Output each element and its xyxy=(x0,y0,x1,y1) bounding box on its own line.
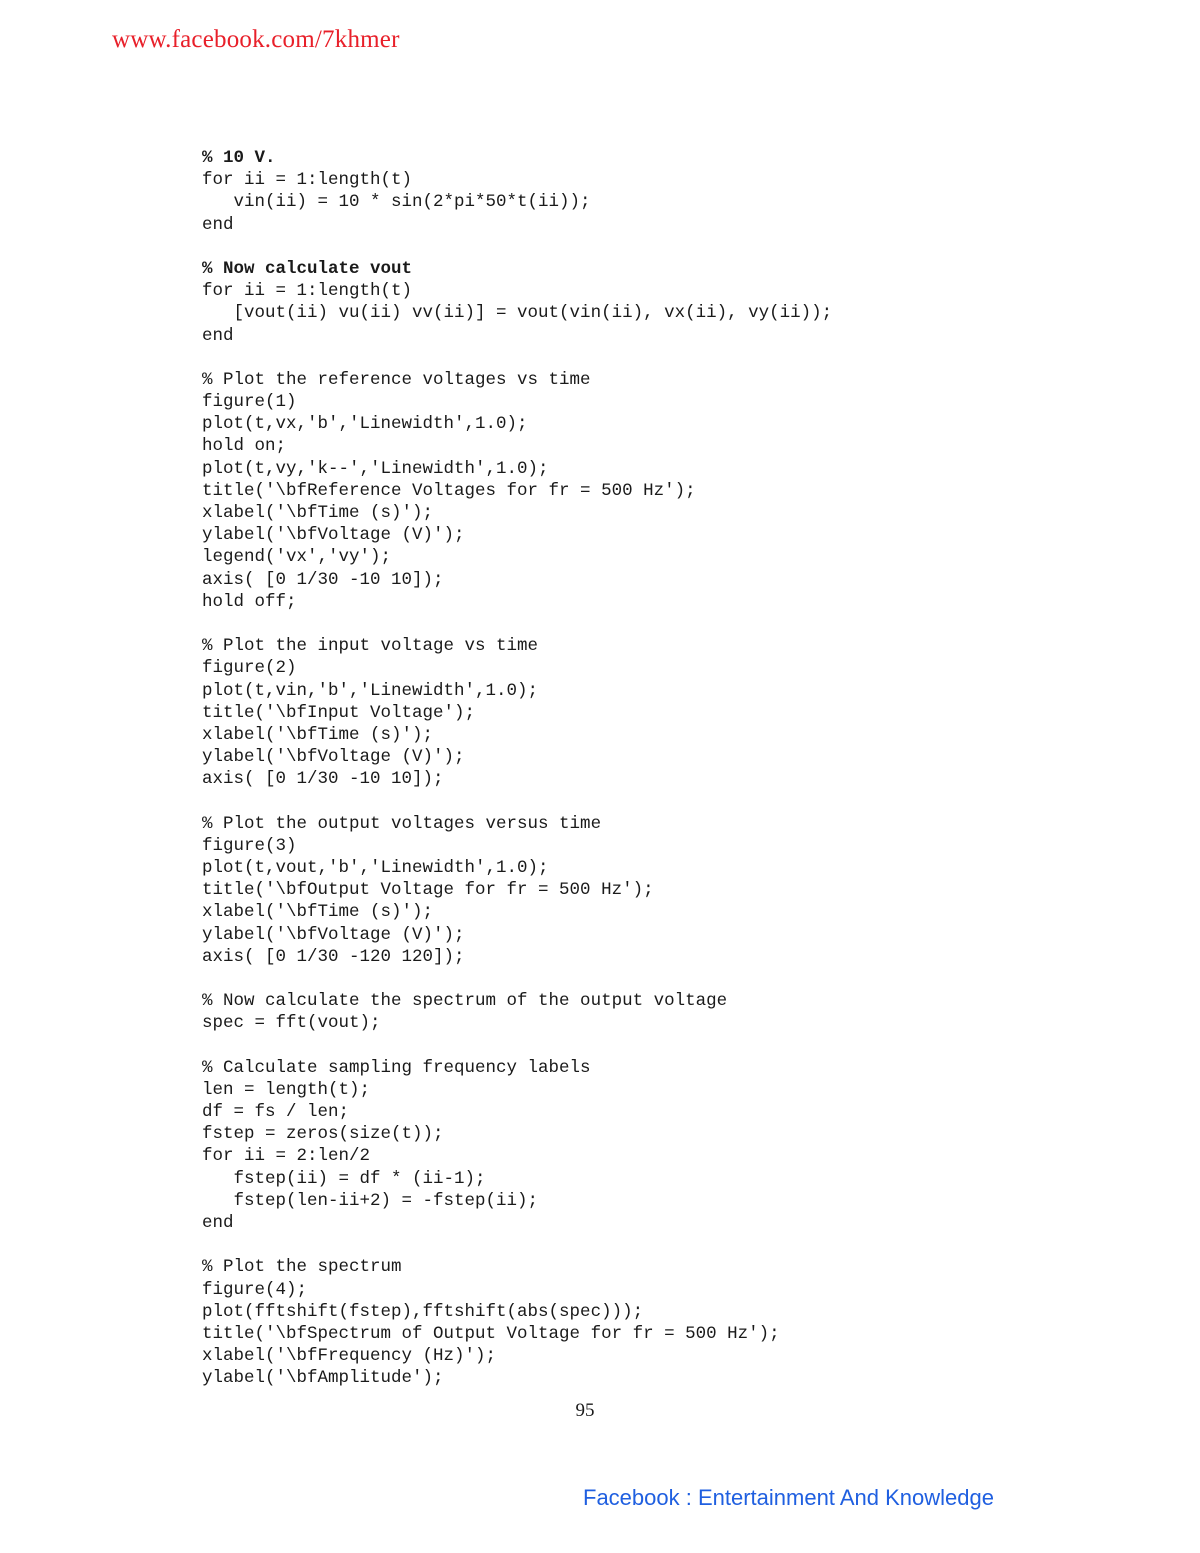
code-line: axis( [0 1/30 -10 10]); xyxy=(202,769,444,790)
code-line: plot(t,vy,'k--','Linewidth',1.0); xyxy=(202,458,549,479)
code-line: title('\bfOutput Voltage for fr = 500 Hz'); xyxy=(202,880,654,901)
code-blank-line xyxy=(202,613,832,635)
code-line: fstep = zeros(size(t)); xyxy=(202,1124,444,1145)
code-line: title('\bfInput Voltage'); xyxy=(202,702,476,723)
code-line: for ii = 2:len/2 xyxy=(202,1146,371,1167)
code-line: axis( [0 1/30 -120 120]); xyxy=(202,946,465,967)
footer-caption: Facebook : Entertainment And Knowledge xyxy=(583,1485,994,1510)
code-line: plot(t,vx,'b','Linewidth',1.0); xyxy=(202,414,528,435)
code-line: xlabel('\bfFrequency (Hz)'); xyxy=(202,1346,497,1367)
code-blank-line xyxy=(202,1035,832,1057)
code-line: xlabel('\bfTime (s)'); xyxy=(202,724,434,745)
matlab-code-listing xyxy=(202,147,832,1390)
code-line: ylabel('\bfVoltage (V)'); xyxy=(202,924,465,945)
code-line: % Plot the output voltages versus time xyxy=(202,813,602,834)
code-line: figure(1) xyxy=(202,392,297,413)
code-line: % Now calculate vout xyxy=(202,258,413,279)
code-line: xlabel('\bfTime (s)'); xyxy=(202,902,434,923)
code-line: % Plot the spectrum xyxy=(202,1257,402,1278)
code-line: plot(t,vin,'b','Linewidth',1.0); xyxy=(202,680,539,701)
code-line: hold on; xyxy=(202,436,287,457)
code-line: % 10 V. xyxy=(202,148,276,168)
header-website-link[interactable]: www.facebook.com/7khmer xyxy=(112,26,400,53)
code-line: ylabel('\bfAmplitude'); xyxy=(202,1368,444,1389)
code-line: ylabel('\bfVoltage (V)'); xyxy=(202,747,465,768)
code-blank-line xyxy=(202,968,832,990)
code-line: % Now calculate the spectrum of the output voltage xyxy=(202,991,728,1012)
code-line: end xyxy=(202,214,234,235)
code-line: end xyxy=(202,1213,234,1233)
code-blank-line xyxy=(202,1234,832,1256)
code-line: fstep(len-ii+2) = -fstep(ii); xyxy=(202,1190,539,1211)
page-number: 95 xyxy=(575,1400,595,1421)
code-line: for ii = 1:length(t) xyxy=(202,281,413,302)
code-line: figure(3) xyxy=(202,835,297,856)
code-line: xlabel('\bfTime (s)'); xyxy=(202,503,434,523)
code-line: end xyxy=(202,325,234,346)
code-blank-line xyxy=(202,347,832,369)
code-line: len = length(t); xyxy=(202,1079,371,1100)
code-line: hold off; xyxy=(202,591,297,612)
code-line: fstep(ii) = df * (ii-1); xyxy=(202,1168,486,1189)
code-line: ylabel('\bfVoltage (V)'); xyxy=(202,525,465,546)
code-line: figure(4); xyxy=(202,1279,308,1300)
code-line: plot(fftshift(fstep),fftshift(abs(spec))); xyxy=(202,1301,644,1322)
code-line: [vout(ii) vu(ii) vv(ii)] = vout(vin(ii), vx(ii), vy(ii)); xyxy=(202,303,833,324)
code-line: vin(ii) = 10 * sin(2*pi*50*t(ii)); xyxy=(202,192,591,213)
code-line: legend('vx','vy'); xyxy=(202,547,392,568)
code-line: % Plot the input voltage vs time xyxy=(202,636,539,657)
code-line: % Plot the reference voltages vs time xyxy=(202,369,591,390)
code-line: figure(2) xyxy=(202,658,297,679)
code-line: title('\bfReference Voltages for fr = 500 Hz'); xyxy=(202,480,696,501)
code-line: axis( [0 1/30 -10 10]); xyxy=(202,569,444,590)
code-blank-line xyxy=(202,790,832,812)
code-line: for ii = 1:length(t) xyxy=(202,170,413,191)
code-line: % Calculate sampling frequency labels xyxy=(202,1057,591,1078)
code-line: spec = fft(vout); xyxy=(202,1013,381,1034)
code-blank-line xyxy=(202,236,832,258)
code-line: title('\bfSpectrum of Output Voltage for fr = 500 Hz'); xyxy=(202,1323,780,1344)
code-line: df = fs / len; xyxy=(202,1102,350,1123)
code-line: plot(t,vout,'b','Linewidth',1.0); xyxy=(202,858,549,878)
